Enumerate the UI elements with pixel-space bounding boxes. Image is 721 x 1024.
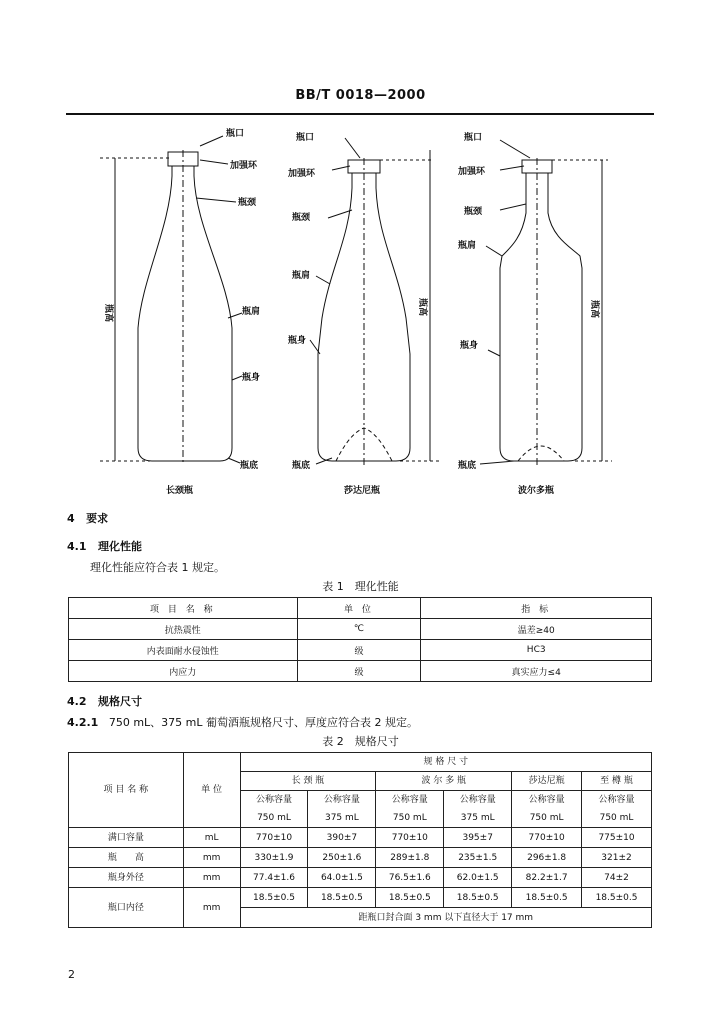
table-cell: 289±1.8 <box>376 848 444 868</box>
table-cell: 296±1.8 <box>512 848 582 868</box>
bottle2-leader-shoulder <box>316 276 330 284</box>
table1-header-cell: 项 目 名 称 <box>69 598 298 619</box>
table-row <box>69 868 652 888</box>
table2-capacity: 375 mL <box>444 809 512 828</box>
table2-capacity: 750 mL <box>582 809 652 828</box>
table2-row-unit: mL <box>183 828 240 848</box>
bottle3-label-shoulder: 瓶肩 <box>458 241 477 251</box>
bottle1-leader-ring <box>200 160 228 164</box>
bottle3-label-ring: 加强环 <box>458 167 486 177</box>
table1-title: 表 1 理化性能 <box>322 580 399 593</box>
table-row <box>69 848 652 868</box>
table-cell: 级 <box>297 640 421 661</box>
table-cell: 775±10 <box>582 828 652 848</box>
table2-title: 表 2 规格尺寸 <box>322 735 399 748</box>
table2-row-name: 瓶 高 <box>69 848 184 868</box>
table2-type: 至 樽 瓶 <box>582 772 652 791</box>
table2-type: 长 颈 瓶 <box>240 772 376 791</box>
table1-header-cell: 指 标 <box>421 598 652 619</box>
bottle2-label-height: 瓶高 <box>417 298 427 317</box>
bottle1-leader-neck <box>196 198 236 202</box>
table2-capacity: 375 mL <box>308 809 376 828</box>
table2-row-unit: mm <box>183 848 240 868</box>
bottle1-leader-body <box>232 376 242 380</box>
table2-type: 莎达尼瓶 <box>512 772 582 791</box>
table-cell: 64.0±1.5 <box>308 868 376 888</box>
table2-group-header: 规 格 尺 寸 <box>240 753 651 772</box>
bottle3-label-mouth: 瓶口 <box>464 133 483 143</box>
table-cell: 77.4±1.6 <box>240 868 308 888</box>
table-cell: ℃ <box>297 619 421 640</box>
bottle3-label-base: 瓶底 <box>458 461 477 471</box>
bottle3-label-body: 瓶身 <box>460 341 479 351</box>
section-4-1-text: 理化性能应符合表 1 规定。 <box>90 561 225 574</box>
page-number: 2 <box>68 968 75 981</box>
section-4-1-number: 4.1 <box>67 540 87 553</box>
table2-capacity: 750 mL <box>240 809 308 828</box>
table2-row-unit: mm <box>183 888 240 928</box>
section-4-2-title: 规格尺寸 <box>98 695 142 708</box>
table-cell: 74±2 <box>582 868 652 888</box>
bottle3-leader-ring <box>500 166 524 170</box>
bottle1-caption: 长颈瓶 <box>166 486 194 496</box>
section-4-1-title: 理化性能 <box>98 540 142 553</box>
table-cell: 390±7 <box>308 828 376 848</box>
standard-code: BB/T 0018—2000 <box>295 88 426 103</box>
bottle2-leader-mouth <box>345 138 360 158</box>
table-cell: 温差≥40 <box>421 619 652 640</box>
bottle3-label-height: 瓶高 <box>589 300 599 319</box>
table2-sub-label: 公称容量 <box>582 791 652 810</box>
table-cell: 770±10 <box>512 828 582 848</box>
bottle3-leader-neck <box>500 204 526 210</box>
table2-sub-label: 公称容量 <box>376 791 444 810</box>
bottle3-punt <box>518 446 564 461</box>
table-cell: HC3 <box>421 640 652 661</box>
table2-row-name: 瓶口内径 <box>69 888 184 928</box>
table-cell: 18.5±0.5 <box>444 888 512 908</box>
table-cell: 321±2 <box>582 848 652 868</box>
bottle2-label-neck: 瓶颈 <box>292 213 311 223</box>
table1-header-row <box>69 598 652 619</box>
table2-col-item: 项 目 名 称 <box>69 753 184 828</box>
table-cell: 82.2±1.7 <box>512 868 582 888</box>
bottle1-label-ring: 加强环 <box>230 161 258 171</box>
bottle3-leader-body <box>488 350 500 356</box>
table2-sub-label: 公称容量 <box>308 791 376 810</box>
section-4-2-1-body: 750 mL、375 mL 葡萄酒瓶规格尺寸、厚度应符合表 2 规定。 <box>108 716 418 729</box>
bottle1-label-mouth: 瓶口 <box>226 129 245 139</box>
table-cell: 18.5±0.5 <box>240 888 308 908</box>
table2-sub-label: 公称容量 <box>444 791 512 810</box>
table2-row-name: 瓶身外径 <box>69 868 184 888</box>
table2-capacity: 750 mL <box>512 809 582 828</box>
bottle1-label-shoulder: 瓶肩 <box>242 307 261 317</box>
table-cell: 395±7 <box>444 828 512 848</box>
bottle1-label-neck: 瓶颈 <box>238 198 257 208</box>
bottle1-leader-mouth <box>200 136 223 146</box>
bottle-long-neck <box>100 136 242 463</box>
table2-type: 波 尔 多 瓶 <box>376 772 512 791</box>
table2-row-name: 满口容量 <box>69 828 184 848</box>
section-4-2-number: 4.2 <box>67 695 87 708</box>
header-rule <box>66 113 654 115</box>
section-4-number: 4 <box>67 512 75 525</box>
table-cell: 内表面耐水侵蚀性 <box>69 640 298 661</box>
section-4-2-heading <box>67 693 142 709</box>
table-cell: 内应力 <box>69 661 298 682</box>
table-cell: 76.5±1.6 <box>376 868 444 888</box>
section-4-2-1-number: 4.2.1 <box>67 716 99 729</box>
table1-header-cell: 单 位 <box>297 598 421 619</box>
table-cell: 18.5±0.5 <box>308 888 376 908</box>
bottle3-caption: 波尔多瓶 <box>518 486 555 496</box>
table-cell: 235±1.5 <box>444 848 512 868</box>
bottle3-outline <box>500 173 582 461</box>
table1 <box>68 597 652 682</box>
table-cell: 真实应力≤4 <box>421 661 652 682</box>
table-row <box>69 619 652 640</box>
bottle3-leader-mouth <box>500 140 530 158</box>
bottle3-leader-shoulder <box>486 246 502 256</box>
bottle2-caption: 莎达尼瓶 <box>344 486 381 496</box>
bottle2-leader-ring <box>332 166 350 170</box>
table-cell: 抗热震性 <box>69 619 298 640</box>
section-4-2-1-text <box>67 714 418 730</box>
table-cell: 250±1.6 <box>308 848 376 868</box>
table2-sub-label: 公称容量 <box>512 791 582 810</box>
bottle1-outline <box>138 166 232 461</box>
section-4-1-heading <box>67 538 142 554</box>
table2-header-row <box>69 753 652 772</box>
table-cell: 18.5±0.5 <box>582 888 652 908</box>
table-cell: 18.5±0.5 <box>376 888 444 908</box>
table2-capacity: 750 mL <box>376 809 444 828</box>
section-4-heading <box>67 510 108 526</box>
bottle1-label-body: 瓶身 <box>242 373 261 383</box>
table2-note: 距瓶口封合面 3 mm 以下直径大于 17 mm <box>240 908 651 928</box>
bottle-figure <box>60 118 660 498</box>
bottle2-label-mouth: 瓶口 <box>296 133 315 143</box>
table2 <box>68 752 652 928</box>
bottle2-label-base: 瓶底 <box>292 461 311 471</box>
table-cell: 级 <box>297 661 421 682</box>
section-4-title: 要求 <box>86 512 109 525</box>
table-cell: 770±10 <box>376 828 444 848</box>
table2-sub-label: 公称容量 <box>240 791 308 810</box>
bottle1-leader-base <box>228 458 240 463</box>
table-cell: 330±1.9 <box>240 848 308 868</box>
table2-row-unit: mm <box>183 868 240 888</box>
table-cell: 18.5±0.5 <box>512 888 582 908</box>
table-cell: 62.0±1.5 <box>444 868 512 888</box>
bottle2-label-body: 瓶身 <box>288 336 307 346</box>
bottle2-label-shoulder: 瓶肩 <box>292 271 311 281</box>
bottle2-label-ring: 加强环 <box>288 169 316 179</box>
bottle1-label-base: 瓶底 <box>240 461 259 471</box>
table2-col-unit: 单 位 <box>183 753 240 828</box>
table-row <box>69 640 652 661</box>
table-row <box>69 888 652 908</box>
table-row <box>69 828 652 848</box>
table-cell: 770±10 <box>240 828 308 848</box>
bottle1-label-height: 瓶高 <box>103 304 113 323</box>
bottle3-leader-base <box>480 461 514 464</box>
table-row <box>69 661 652 682</box>
bottle3-label-neck: 瓶颈 <box>464 207 483 217</box>
